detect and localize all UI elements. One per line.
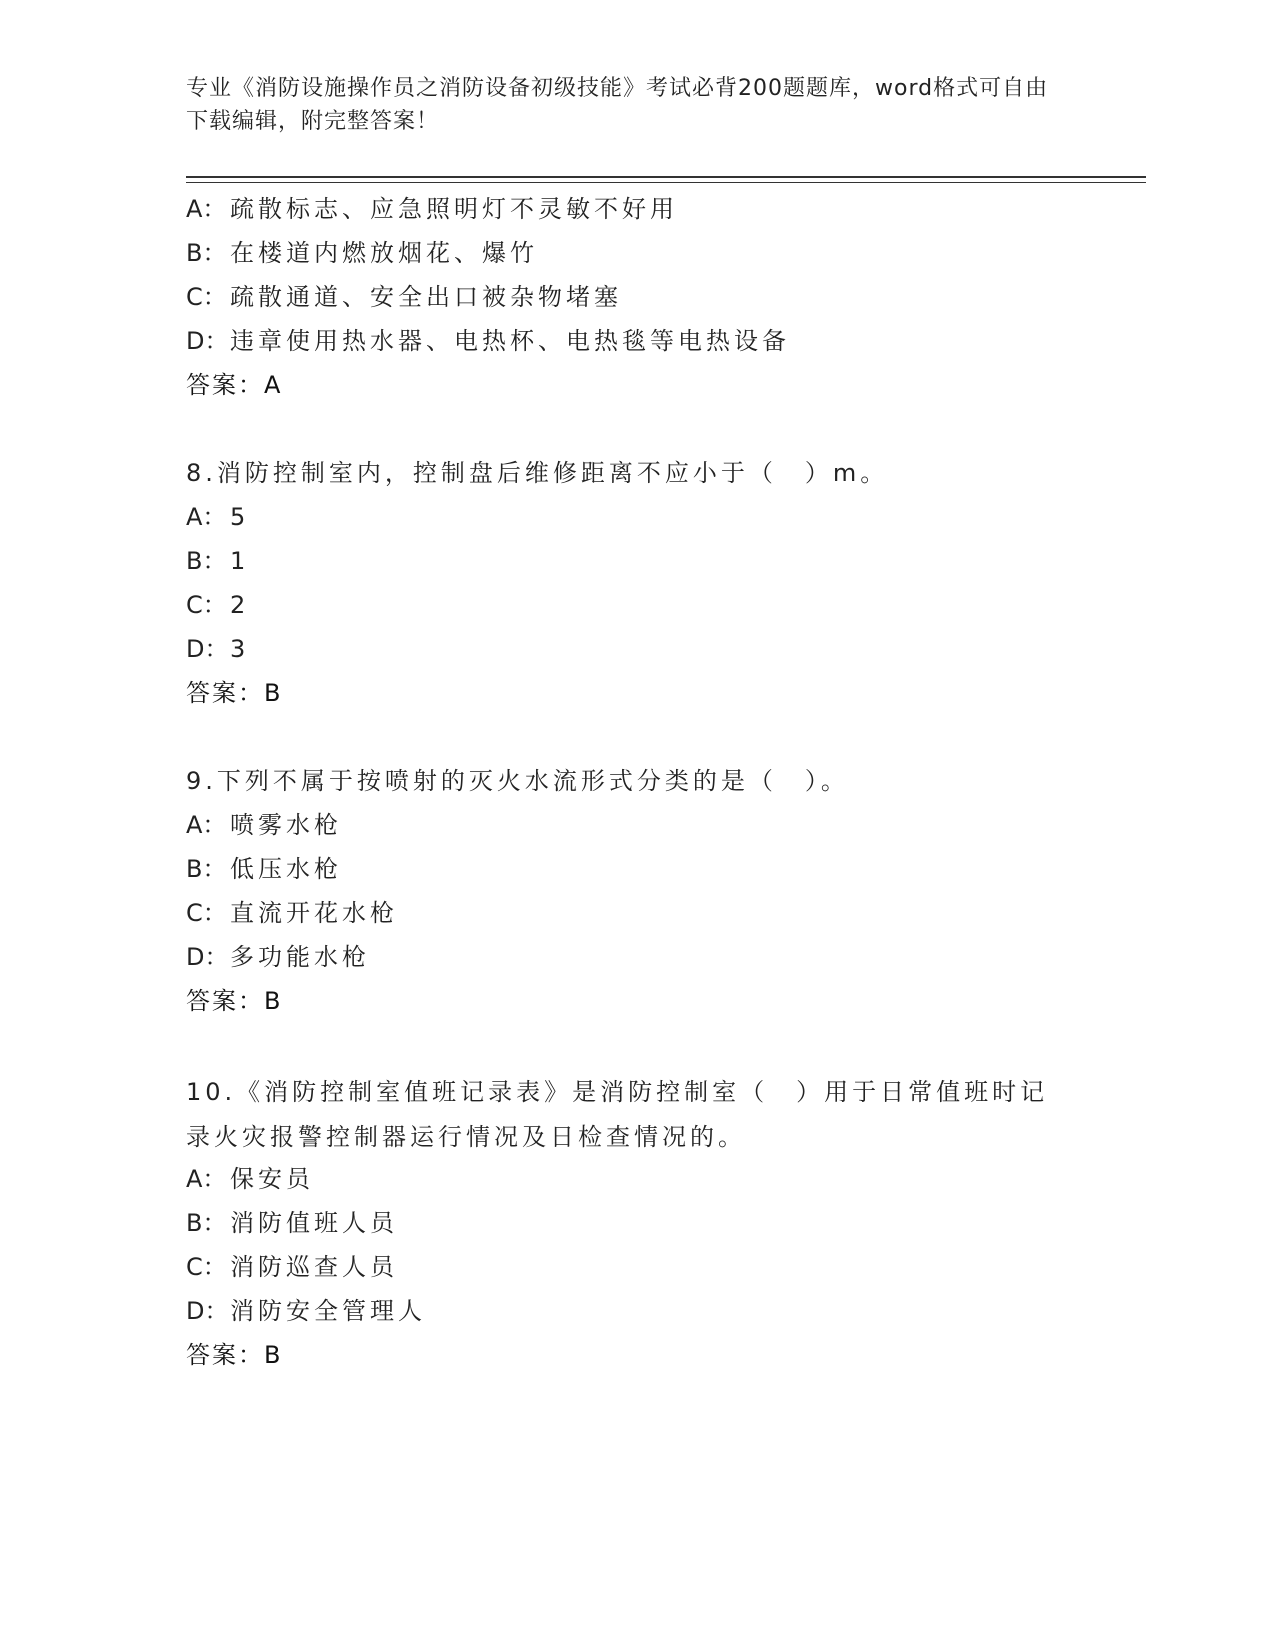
- q8-option-d: [186, 634, 249, 664]
- option-letter: C：: [186, 899, 227, 927]
- q9-answer: 答案：B: [186, 987, 283, 1015]
- option-text: 2: [230, 591, 250, 619]
- option-text: 消防巡查人员: [230, 1253, 398, 1281]
- option-text: 5: [230, 503, 250, 531]
- q7-answer: 答案：A: [186, 371, 283, 399]
- q9-stem: 9.下列不属于按喷射的灭火水流形式分类的是（ ）。: [186, 767, 849, 795]
- header-divider-thick: [186, 176, 1146, 178]
- document-header: 专业《消防设施操作员之消防设备初级技能》考试必背200题题库，word格式可自由下载编辑，附完整答案！: [186, 76, 1049, 134]
- q8-option-c: [186, 590, 249, 620]
- q10-option-c: [186, 1252, 398, 1282]
- option-letter: D：: [186, 327, 229, 355]
- q7-option-d: [186, 326, 790, 356]
- header-divider-thin: [186, 182, 1146, 183]
- option-letter: A：: [186, 811, 227, 839]
- q7-option-c: [186, 282, 622, 312]
- option-text: 1: [230, 547, 250, 575]
- option-text: 在楼道内燃放烟花、爆竹: [230, 239, 538, 267]
- option-text: 直流开花水枪: [230, 899, 398, 927]
- q8-option-a: [186, 502, 249, 532]
- q7-option-a: [186, 194, 678, 224]
- option-letter: B：: [186, 239, 227, 267]
- option-letter: D：: [186, 1297, 229, 1325]
- q10-option-a: [186, 1164, 314, 1194]
- option-text: 多功能水枪: [230, 943, 370, 971]
- q9-option-a: [186, 810, 342, 840]
- option-text: 违章使用热水器、电热杯、电热毯等电热设备: [230, 327, 790, 355]
- option-letter: C：: [186, 283, 227, 311]
- option-text: 疏散通道、安全出口被杂物堵塞: [230, 283, 622, 311]
- q9-option-c: [186, 898, 398, 928]
- q10-stem: 10.《消防控制室值班记录表》是消防控制室（ ）用于日常值班时记录火灾报警控制器运行情况及日检查情况的。: [186, 1078, 1049, 1151]
- q10-option-b: [186, 1208, 398, 1238]
- option-text: 3: [230, 635, 250, 663]
- option-letter: D：: [186, 635, 229, 663]
- q9-option-b: [186, 854, 342, 884]
- option-text: 保安员: [230, 1165, 314, 1193]
- option-text: 喷雾水枪: [230, 811, 342, 839]
- option-text: 疏散标志、应急照明灯不灵敏不好用: [230, 195, 678, 223]
- q8-stem: 8.消防控制室内，控制盘后维修距离不应小于（ ）m。: [186, 459, 889, 487]
- option-text: 低压水枪: [230, 855, 342, 883]
- option-letter: A：: [186, 503, 227, 531]
- q7-option-b: [186, 238, 538, 268]
- q9-option-d: [186, 942, 370, 972]
- q8-option-b: [186, 546, 249, 576]
- option-letter: A：: [186, 195, 227, 223]
- option-letter: B：: [186, 1209, 227, 1237]
- option-letter: B：: [186, 547, 227, 575]
- q8-answer: 答案：B: [186, 679, 283, 707]
- option-letter: C：: [186, 591, 227, 619]
- q10-answer: 答案：B: [186, 1341, 283, 1369]
- option-letter: A：: [186, 1165, 227, 1193]
- option-letter: D：: [186, 943, 229, 971]
- option-text: 消防安全管理人: [230, 1297, 426, 1325]
- option-letter: C：: [186, 1253, 227, 1281]
- option-text: 消防值班人员: [230, 1209, 398, 1237]
- option-letter: B：: [186, 855, 227, 883]
- q10-option-d: [186, 1296, 426, 1326]
